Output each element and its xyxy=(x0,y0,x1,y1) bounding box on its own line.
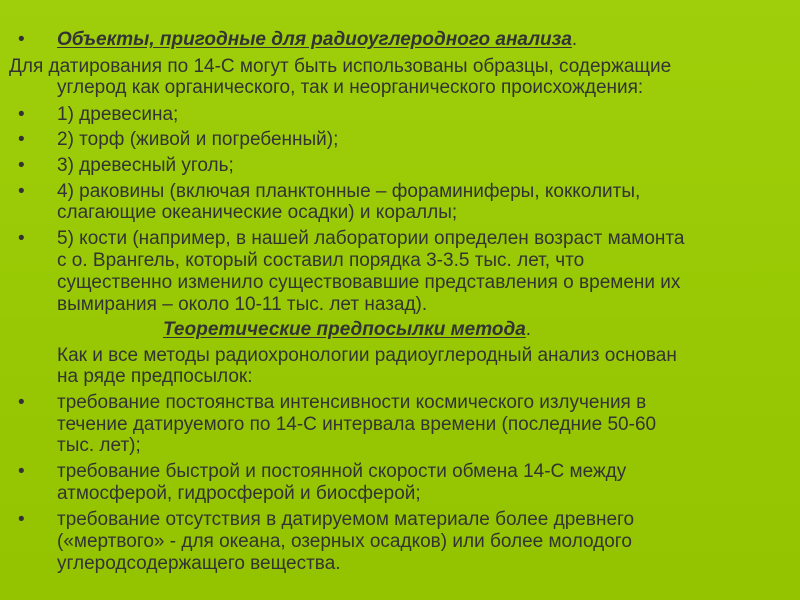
heading-prerequisites xyxy=(163,319,531,341)
bullet-item-4: • xyxy=(18,181,25,202)
para-prerequisites-line-2: на ряде предпосылок: xyxy=(57,366,253,387)
list-item-bones-line-2: с о. Врангель, который составил порядка 3-3.5 тыс. лет, что xyxy=(57,250,585,271)
req-contamination-line-2: («мертвого» - для океана, озерных осадков) или более молодого xyxy=(57,531,632,552)
intro-line-2: углерод как органического, так и неорганического происхождения: xyxy=(57,77,644,98)
list-item-bones-line-1: 5) кости (например, в нашей лаборатории определен возраст мамонта xyxy=(57,228,685,249)
para-prerequisites-line-1: Как и все методы радиохронологии радиоуглеродный анализ основан xyxy=(57,345,677,366)
req-contamination-line-3: углеродсодержащего вещества. xyxy=(57,553,341,574)
list-item-bones-line-4: вымирания – около 10-11 тыс. лет назад). xyxy=(57,294,428,315)
intro-line-1: Для датирования по 14-С могут быть использованы образцы, содержащие xyxy=(9,56,672,77)
list-item-shells-line-1: 4) раковины (включая планктонные – фораминиферы, кокколиты, xyxy=(57,181,641,202)
bullet-item-3: • xyxy=(18,155,25,176)
list-item-shells-line-2: слагающие океанические осадки) и кораллы; xyxy=(57,202,458,223)
bullet-req-3: • xyxy=(18,509,25,530)
bullet-item-1: • xyxy=(18,104,25,125)
heading-objects-text: Объекты, пригодные для радиоуглеродного анализа xyxy=(57,29,572,50)
req-cosmic-line-1: требование постоянства интенсивности космического излучения в xyxy=(57,392,647,413)
list-item-bones-line-3: существенно изменило существовавшие представления о времени их xyxy=(57,272,681,293)
heading-objects xyxy=(57,29,577,51)
list-item-charcoal: 3) древесный уголь; xyxy=(57,155,234,176)
heading-prerequisites-text: Теоретические предпосылки метода xyxy=(163,319,526,340)
bullet-item-2: • xyxy=(18,129,25,150)
req-exchange-line-1: требование быстрой и постоянной скорости обмена 14-С между xyxy=(57,461,627,482)
req-cosmic-line-2: течение датируемого по 14-С интервала времени (последние 50-60 xyxy=(57,414,657,435)
heading-objects-period: . xyxy=(571,29,578,50)
heading-prerequisites-period: . xyxy=(525,319,532,340)
bullet-req-2: • xyxy=(18,461,25,482)
req-contamination-line-1: требование отсутствия в датируемом материале более древнего xyxy=(57,509,635,530)
list-item-peat: 2) торф (живой и погребенный); xyxy=(57,129,339,150)
list-item-wood: 1) древесина; xyxy=(57,104,179,125)
bullet-heading1: • xyxy=(18,29,25,50)
bullet-item-5: • xyxy=(18,228,25,249)
bullet-req-1: • xyxy=(18,392,25,413)
req-exchange-line-2: атмосферой, гидросферой и биосферой; xyxy=(57,483,421,504)
req-cosmic-line-3: тыс. лет); xyxy=(57,435,141,456)
